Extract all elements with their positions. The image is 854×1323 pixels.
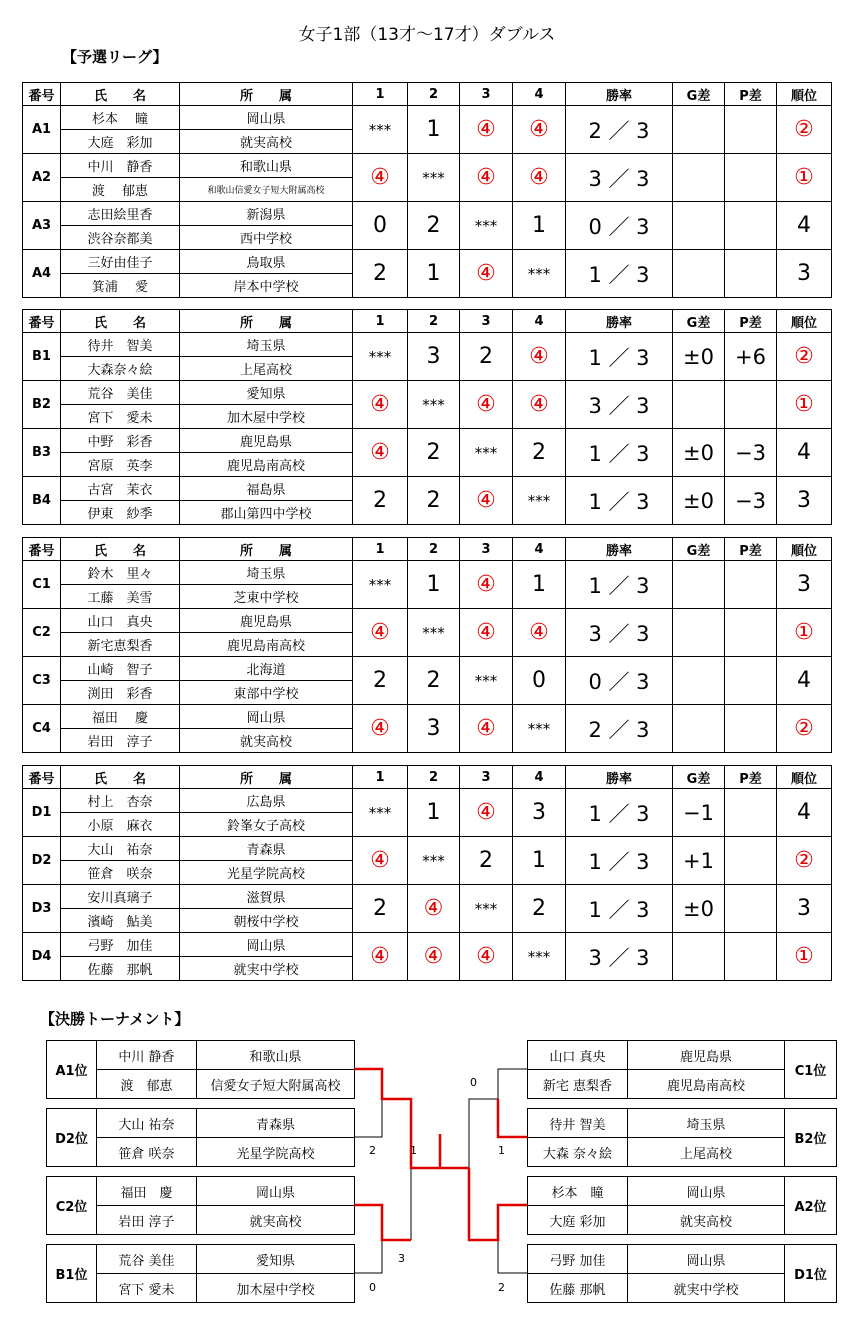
rank: ① [777, 933, 832, 981]
bracket-line-winner [354, 1069, 440, 1168]
match-score: *** [460, 885, 513, 933]
pair-code: C3 [23, 657, 61, 705]
rank: ① [777, 609, 832, 657]
player-name: 弓野 加佳 [61, 933, 180, 957]
header-p: P差 [725, 766, 777, 789]
win-rate: 1 ／ 3 [566, 561, 673, 609]
player-name: 渡 郁恵 [97, 1070, 197, 1099]
player-affiliation: 就実高校 [628, 1206, 785, 1235]
header-name: 氏 名 [61, 83, 180, 106]
pair-code: B1 [23, 333, 61, 381]
bracket-line [498, 1069, 527, 1099]
seed-label: B1位 [47, 1245, 97, 1303]
bracket-score: 3 [398, 1252, 405, 1265]
player-affiliation: 愛知県 [180, 381, 353, 405]
player-affiliation: 岡山県 [628, 1177, 785, 1206]
player-affiliation: 新潟県 [180, 202, 353, 226]
player-name: 岩田 淳子 [61, 729, 180, 753]
pair-code: A3 [23, 202, 61, 250]
player-name: 三好由佳子 [61, 250, 180, 274]
header-c4: 4 [513, 310, 566, 333]
match-score: *** [513, 933, 566, 981]
match-score: ④ [408, 885, 460, 933]
header-c3: 3 [460, 766, 513, 789]
header-aff: 所 属 [180, 83, 353, 106]
match-score: 2 [408, 657, 460, 705]
player-affiliation: 岡山県 [180, 933, 353, 957]
player-name: 大庭 彩加 [528, 1206, 628, 1235]
header-c1: 1 [353, 310, 408, 333]
header-c2: 2 [408, 83, 460, 106]
player-name: 小原 麻衣 [61, 813, 180, 837]
bracket-line-winner [498, 1099, 527, 1137]
player-name: 渋谷奈都美 [61, 226, 180, 250]
header-p: P差 [725, 538, 777, 561]
win-rate: 3 ／ 3 [566, 609, 673, 657]
player-name: 志田絵里香 [61, 202, 180, 226]
header-code: 番号 [23, 83, 61, 106]
match-score: 2 [408, 202, 460, 250]
header-c3: 3 [460, 310, 513, 333]
player-affiliation: 鹿児島県 [180, 609, 353, 633]
player-name: 山崎 智子 [61, 657, 180, 681]
player-name: 大森奈々絵 [61, 357, 180, 381]
player-affiliation: 朝桜中学校 [180, 909, 353, 933]
player-name: 古宮 茉衣 [61, 477, 180, 501]
match-score: 1 [513, 202, 566, 250]
player-name: 笹倉 咲奈 [61, 861, 180, 885]
game-diff: −1 [673, 789, 725, 837]
header-g: G差 [673, 310, 725, 333]
player-name: 山口 真央 [528, 1041, 628, 1070]
rank: 4 [777, 202, 832, 250]
player-name: 中川 静香 [97, 1041, 197, 1070]
league-section-title: 【予選リーグ】 [62, 48, 168, 66]
header-c4: 4 [513, 83, 566, 106]
win-rate: 3 ／ 3 [566, 381, 673, 429]
win-rate: 3 ／ 3 [566, 933, 673, 981]
pair-code: D2 [23, 837, 61, 885]
header-code: 番号 [23, 310, 61, 333]
player-name: 工藤 美雪 [61, 585, 180, 609]
win-rate: 1 ／ 3 [566, 250, 673, 298]
player-affiliation: 鳥取県 [180, 250, 353, 274]
header-c1: 1 [353, 83, 408, 106]
game-diff: ±0 [673, 333, 725, 381]
match-score: ④ [353, 154, 408, 202]
player-affiliation: 岡山県 [628, 1245, 785, 1274]
match-score: ④ [353, 933, 408, 981]
pair-code: C2 [23, 609, 61, 657]
pair-code: C4 [23, 705, 61, 753]
rank: 4 [777, 429, 832, 477]
match-score: *** [353, 333, 408, 381]
header-rate: 勝率 [566, 310, 673, 333]
bracket-score: 2 [498, 1281, 505, 1294]
rank: 3 [777, 561, 832, 609]
player-affiliation: 青森県 [180, 837, 353, 861]
player-name: 荒谷 美佳 [97, 1245, 197, 1274]
player-affiliation: 青森県 [197, 1109, 355, 1138]
seed-label: C2位 [47, 1177, 97, 1235]
match-score: ④ [460, 609, 513, 657]
point-diff: −3 [725, 429, 777, 477]
bracket-line [469, 1099, 498, 1168]
win-rate: 0 ／ 3 [566, 657, 673, 705]
player-affiliation: 北海道 [180, 657, 353, 681]
player-name: 中川 静香 [61, 154, 180, 178]
match-score: 1 [513, 561, 566, 609]
match-score: ④ [460, 477, 513, 525]
player-name: 新宅恵梨香 [61, 633, 180, 657]
bracket-score: 1 [498, 1144, 505, 1157]
match-score: *** [460, 657, 513, 705]
bracket-line [354, 1099, 382, 1137]
header-c1: 1 [353, 766, 408, 789]
win-rate: 1 ／ 3 [566, 885, 673, 933]
header-code: 番号 [23, 538, 61, 561]
win-rate: 2 ／ 3 [566, 106, 673, 154]
player-affiliation: 岡山県 [197, 1177, 355, 1206]
bracket-line-winner [440, 1134, 469, 1168]
win-rate: 1 ／ 3 [566, 837, 673, 885]
player-affiliation: 和歌山県 [197, 1041, 355, 1070]
player-name: 佐藤 那帆 [528, 1274, 628, 1303]
rank: 4 [777, 789, 832, 837]
player-affiliation: 愛知県 [197, 1245, 355, 1274]
player-affiliation: 鹿児島南高校 [180, 633, 353, 657]
match-score: 1 [408, 561, 460, 609]
rank: 3 [777, 885, 832, 933]
player-name: 待井 智美 [61, 333, 180, 357]
header-c2: 2 [408, 538, 460, 561]
match-score: 2 [353, 477, 408, 525]
player-name: 大庭 彩加 [61, 130, 180, 154]
match-score: ④ [353, 837, 408, 885]
match-score: 1 [408, 789, 460, 837]
pair-code: B4 [23, 477, 61, 525]
tournament-section-title: 【決勝トーナメント】 [40, 1010, 190, 1028]
header-c4: 4 [513, 766, 566, 789]
player-affiliation: 上尾高校 [180, 357, 353, 381]
player-name: 福田 慶 [61, 705, 180, 729]
match-score: *** [408, 609, 460, 657]
header-rank: 順位 [777, 766, 832, 789]
player-affiliation: 就実高校 [180, 729, 353, 753]
page-title: 女子1部（13才～17才）ダブルス [298, 25, 556, 45]
player-affiliation: 加木屋中学校 [197, 1274, 355, 1303]
header-p: P差 [725, 310, 777, 333]
header-c4: 4 [513, 538, 566, 561]
match-score: ④ [460, 154, 513, 202]
player-affiliation: 和歌山信愛女子短大附属高校 [180, 178, 353, 202]
match-score: ④ [513, 381, 566, 429]
player-affiliation: 鹿児島県 [628, 1041, 785, 1070]
match-score: ④ [513, 154, 566, 202]
game-diff: +1 [673, 837, 725, 885]
player-affiliation: 就実高校 [197, 1206, 355, 1235]
pair-code: D1 [23, 789, 61, 837]
player-affiliation: 西中学校 [180, 226, 353, 250]
player-name: 大山 祐奈 [97, 1109, 197, 1138]
match-score: 2 [408, 477, 460, 525]
point-diff: +6 [725, 333, 777, 381]
bracket-line [498, 1240, 527, 1273]
match-score: 3 [408, 705, 460, 753]
win-rate: 1 ／ 3 [566, 429, 673, 477]
match-score: *** [353, 789, 408, 837]
match-score: 1 [513, 837, 566, 885]
player-name: 福田 慶 [97, 1177, 197, 1206]
pair-code: C1 [23, 561, 61, 609]
match-score: 2 [353, 657, 408, 705]
header-c1: 1 [353, 538, 408, 561]
rank: ② [777, 106, 832, 154]
header-g: G差 [673, 538, 725, 561]
match-score: 2 [353, 250, 408, 298]
player-name: 岩田 淳子 [97, 1206, 197, 1235]
match-score: ④ [513, 609, 566, 657]
win-rate: 0 ／ 3 [566, 202, 673, 250]
win-rate: 1 ／ 3 [566, 789, 673, 837]
rank: ② [777, 333, 832, 381]
player-affiliation: 埼玉県 [180, 333, 353, 357]
player-name: 濱崎 鮎美 [61, 909, 180, 933]
player-affiliation: 光星学院高校 [180, 861, 353, 885]
player-name: 大森 奈々絵 [528, 1138, 628, 1167]
player-affiliation: 信愛女子短大附属高校 [197, 1070, 355, 1099]
match-score: 3 [513, 789, 566, 837]
player-affiliation: 光星学院高校 [197, 1138, 355, 1167]
match-score: 2 [513, 429, 566, 477]
header-rank: 順位 [777, 538, 832, 561]
seed-label: A1位 [47, 1041, 97, 1099]
seed-label: A2位 [785, 1177, 837, 1235]
header-c3: 3 [460, 538, 513, 561]
rank: ① [777, 154, 832, 202]
match-score: *** [408, 154, 460, 202]
player-affiliation: 鈴峯女子高校 [180, 813, 353, 837]
header-p: P差 [725, 83, 777, 106]
header-rank: 順位 [777, 310, 832, 333]
player-name: 宮原 英李 [61, 453, 180, 477]
header-aff: 所 属 [180, 310, 353, 333]
header-code: 番号 [23, 766, 61, 789]
player-affiliation: 郡山第四中学校 [180, 501, 353, 525]
match-score: ④ [460, 561, 513, 609]
rank: ② [777, 837, 832, 885]
match-score: 2 [460, 333, 513, 381]
rank: 3 [777, 477, 832, 525]
player-name: 待井 智美 [528, 1109, 628, 1138]
header-aff: 所 属 [180, 538, 353, 561]
player-name: 安川真璃子 [61, 885, 180, 909]
player-affiliation: 就実中学校 [628, 1274, 785, 1303]
seed-label: C1位 [785, 1041, 837, 1099]
player-affiliation: 和歌山県 [180, 154, 353, 178]
player-name: 弓野 加佳 [528, 1245, 628, 1274]
header-c3: 3 [460, 83, 513, 106]
match-score: 0 [353, 202, 408, 250]
header-g: G差 [673, 83, 725, 106]
match-score: ④ [513, 106, 566, 154]
player-affiliation: 鹿児島南高校 [180, 453, 353, 477]
match-score: *** [513, 477, 566, 525]
pair-code: D4 [23, 933, 61, 981]
header-rate: 勝率 [566, 538, 673, 561]
player-affiliation: 鹿児島県 [180, 429, 353, 453]
match-score: 3 [408, 333, 460, 381]
win-rate: 3 ／ 3 [566, 154, 673, 202]
player-name: 新宅 恵梨香 [528, 1070, 628, 1099]
win-rate: 1 ／ 3 [566, 333, 673, 381]
match-score: 2 [460, 837, 513, 885]
match-score: 2 [353, 885, 408, 933]
match-score: *** [513, 705, 566, 753]
rank: 4 [777, 657, 832, 705]
match-score: 2 [408, 429, 460, 477]
player-name: 渕田 彩香 [61, 681, 180, 705]
player-affiliation: 滋賀県 [180, 885, 353, 909]
match-score: ④ [353, 705, 408, 753]
match-score: ④ [460, 106, 513, 154]
header-rate: 勝率 [566, 766, 673, 789]
player-affiliation: 就実中学校 [180, 957, 353, 981]
player-affiliation: 広島県 [180, 789, 353, 813]
pair-code: A1 [23, 106, 61, 154]
bracket-score: 0 [369, 1281, 376, 1294]
player-name: 山口 真央 [61, 609, 180, 633]
header-name: 氏 名 [61, 766, 180, 789]
header-rate: 勝率 [566, 83, 673, 106]
match-score: *** [353, 106, 408, 154]
game-diff: ±0 [673, 885, 725, 933]
match-score: *** [460, 202, 513, 250]
player-name: 鈴木 里々 [61, 561, 180, 585]
player-name: 箕浦 愛 [61, 274, 180, 298]
player-name: 村上 杏奈 [61, 789, 180, 813]
player-name: 杉本 瞳 [528, 1177, 628, 1206]
player-name: 渡 郁恵 [61, 178, 180, 202]
header-rank: 順位 [777, 83, 832, 106]
rank: 3 [777, 250, 832, 298]
player-name: 佐藤 那帆 [61, 957, 180, 981]
match-score: ④ [460, 381, 513, 429]
match-score: *** [513, 250, 566, 298]
match-score: ④ [460, 933, 513, 981]
header-g: G差 [673, 766, 725, 789]
player-affiliation: 福島県 [180, 477, 353, 501]
player-affiliation: 東部中学校 [180, 681, 353, 705]
match-score: *** [408, 837, 460, 885]
header-aff: 所 属 [180, 766, 353, 789]
win-rate: 2 ／ 3 [566, 705, 673, 753]
player-affiliation: 岡山県 [180, 106, 353, 130]
bracket-line-winner [354, 1205, 411, 1240]
win-rate: 1 ／ 3 [566, 477, 673, 525]
match-score: ④ [353, 609, 408, 657]
bracket-score: 0 [470, 1076, 477, 1089]
rank: ② [777, 705, 832, 753]
match-score: ④ [408, 933, 460, 981]
match-score: ④ [353, 429, 408, 477]
header-name: 氏 名 [61, 310, 180, 333]
match-score: ④ [460, 789, 513, 837]
player-affiliation: 鹿児島南高校 [628, 1070, 785, 1099]
bracket-score: 2 [369, 1144, 376, 1157]
player-affiliation: 岡山県 [180, 705, 353, 729]
pair-code: B2 [23, 381, 61, 429]
player-affiliation: 埼玉県 [180, 561, 353, 585]
pair-code: A2 [23, 154, 61, 202]
player-name: 大山 祐奈 [61, 837, 180, 861]
seed-label: B2位 [785, 1109, 837, 1167]
match-score: ④ [460, 250, 513, 298]
header-name: 氏 名 [61, 538, 180, 561]
match-score: 2 [513, 885, 566, 933]
match-score: *** [460, 429, 513, 477]
match-score: *** [353, 561, 408, 609]
match-score: 0 [513, 657, 566, 705]
match-score: ④ [513, 333, 566, 381]
rank: ① [777, 381, 832, 429]
player-affiliation: 岸本中学校 [180, 274, 353, 298]
player-affiliation: 埼玉県 [628, 1109, 785, 1138]
match-score: ④ [460, 705, 513, 753]
game-diff: ±0 [673, 477, 725, 525]
player-name: 宮下 愛未 [61, 405, 180, 429]
header-c2: 2 [408, 310, 460, 333]
bracket-line [354, 1240, 382, 1273]
seed-label: D2位 [47, 1109, 97, 1167]
match-score: ④ [353, 381, 408, 429]
match-score: 1 [408, 106, 460, 154]
pair-code: A4 [23, 250, 61, 298]
seed-label: D1位 [785, 1245, 837, 1303]
player-name: 杉本 瞳 [61, 106, 180, 130]
player-name: 宮下 愛未 [97, 1274, 197, 1303]
player-affiliation: 芝東中学校 [180, 585, 353, 609]
point-diff: −3 [725, 477, 777, 525]
bracket-line-winner [469, 1168, 527, 1240]
match-score: *** [408, 381, 460, 429]
player-name: 中野 彩香 [61, 429, 180, 453]
player-affiliation: 上尾高校 [628, 1138, 785, 1167]
header-c2: 2 [408, 766, 460, 789]
bracket-score: 1 [410, 1144, 417, 1157]
player-affiliation: 加木屋中学校 [180, 405, 353, 429]
pair-code: B3 [23, 429, 61, 477]
match-score: 1 [408, 250, 460, 298]
pair-code: D3 [23, 885, 61, 933]
player-name: 荒谷 美佳 [61, 381, 180, 405]
player-name: 伊東 紗季 [61, 501, 180, 525]
player-name: 笹倉 咲奈 [97, 1138, 197, 1167]
game-diff: ±0 [673, 429, 725, 477]
player-affiliation: 就実高校 [180, 130, 353, 154]
